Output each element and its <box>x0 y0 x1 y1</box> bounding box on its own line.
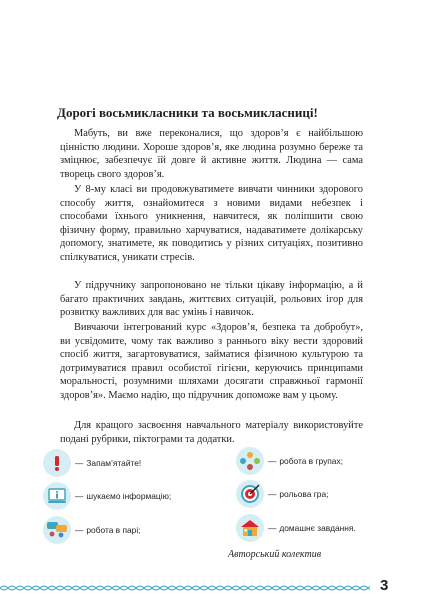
footer-wave-divider <box>0 583 370 593</box>
legend-homework-label: домашнє завдання. <box>279 523 356 533</box>
legend-remember <box>43 449 141 477</box>
legend-dash: — <box>268 489 277 499</box>
legend-dash: — <box>268 456 277 466</box>
info-icon <box>43 482 71 510</box>
intro-paragraph-5: Для кращого засвоєння навчального матеріалу використовуйте подані рубрики, піктограми та додатки. <box>60 420 363 445</box>
exclamation-icon <box>43 449 71 477</box>
legend-remember-label: Запам’ятайте! <box>86 458 142 468</box>
legend-roleplay <box>236 480 328 508</box>
target-icon <box>236 480 264 508</box>
legend-dash: — <box>268 523 277 533</box>
legend-groups <box>236 447 343 475</box>
intro-paragraph-3: У підручнику запропоновано не тільки цікаву інформацію, а й багато практичних завдань, життєвих ситуацій, рольових ігор для розвитку важливих для вас умінь і навичок. <box>60 280 363 319</box>
legend-homework <box>236 514 356 542</box>
legend-pairs-label: робота в парі; <box>86 525 141 535</box>
homework-icon <box>236 514 264 542</box>
page-number: 3 <box>380 577 389 594</box>
page-title: Дорогі восьмикласники та восьмикласниці! <box>57 105 318 120</box>
pair-work-icon <box>43 516 71 544</box>
group-work-icon <box>236 447 264 475</box>
intro-paragraph-4: Вивчаючи інтегрований курс «Здоров’я, безпека та добробут», ви усвідомите, чому так важливо з раннього віку вести здоровий спосіб життя, загартовуватися, займатися фізичною культурою та дотримуватися правил особистої гігієни, керуючись принципами моральності, розумними шляхами досягати справжньої гармонії здоров’я». Маємо надію, що підручник допоможе вам у цьому. <box>60 322 363 401</box>
legend-info-label: шукаємо інформацію; <box>86 491 172 501</box>
legend-roleplay-label: рольова гра; <box>279 489 329 499</box>
legend-info <box>43 482 171 510</box>
legend-dash: — <box>75 491 84 501</box>
author-signature: Авторський колектив <box>228 549 322 560</box>
legend-dash: — <box>75 458 84 468</box>
legend-groups-label: робота в групах; <box>279 456 343 466</box>
intro-paragraph-1: Мабуть, ви вже переконалися, що здоров’я є найбільшою цінністю людини. Хороше здоров’я, яке людина розумно береже та зміцнює, забезпечує їй довге й активне життя. Людина — сама творець свого здоров’я. <box>60 128 363 180</box>
legend-pairs <box>43 516 141 544</box>
intro-paragraph-2: У 8-му класі ви продовжуватимете вивчати чинники здорового способу життя, ознайомитеся з новими видами небезпек і способами їхнього уникнення, навчитеся, як поліпшити свою фізичну форму, правильно харчуватися, надаватимете долікарську допомогу, знатимете, як поводитись у різних ситуаціях, позитивно спілкуватися, уникати стресів. <box>60 184 363 263</box>
legend-dash: — <box>75 525 84 535</box>
